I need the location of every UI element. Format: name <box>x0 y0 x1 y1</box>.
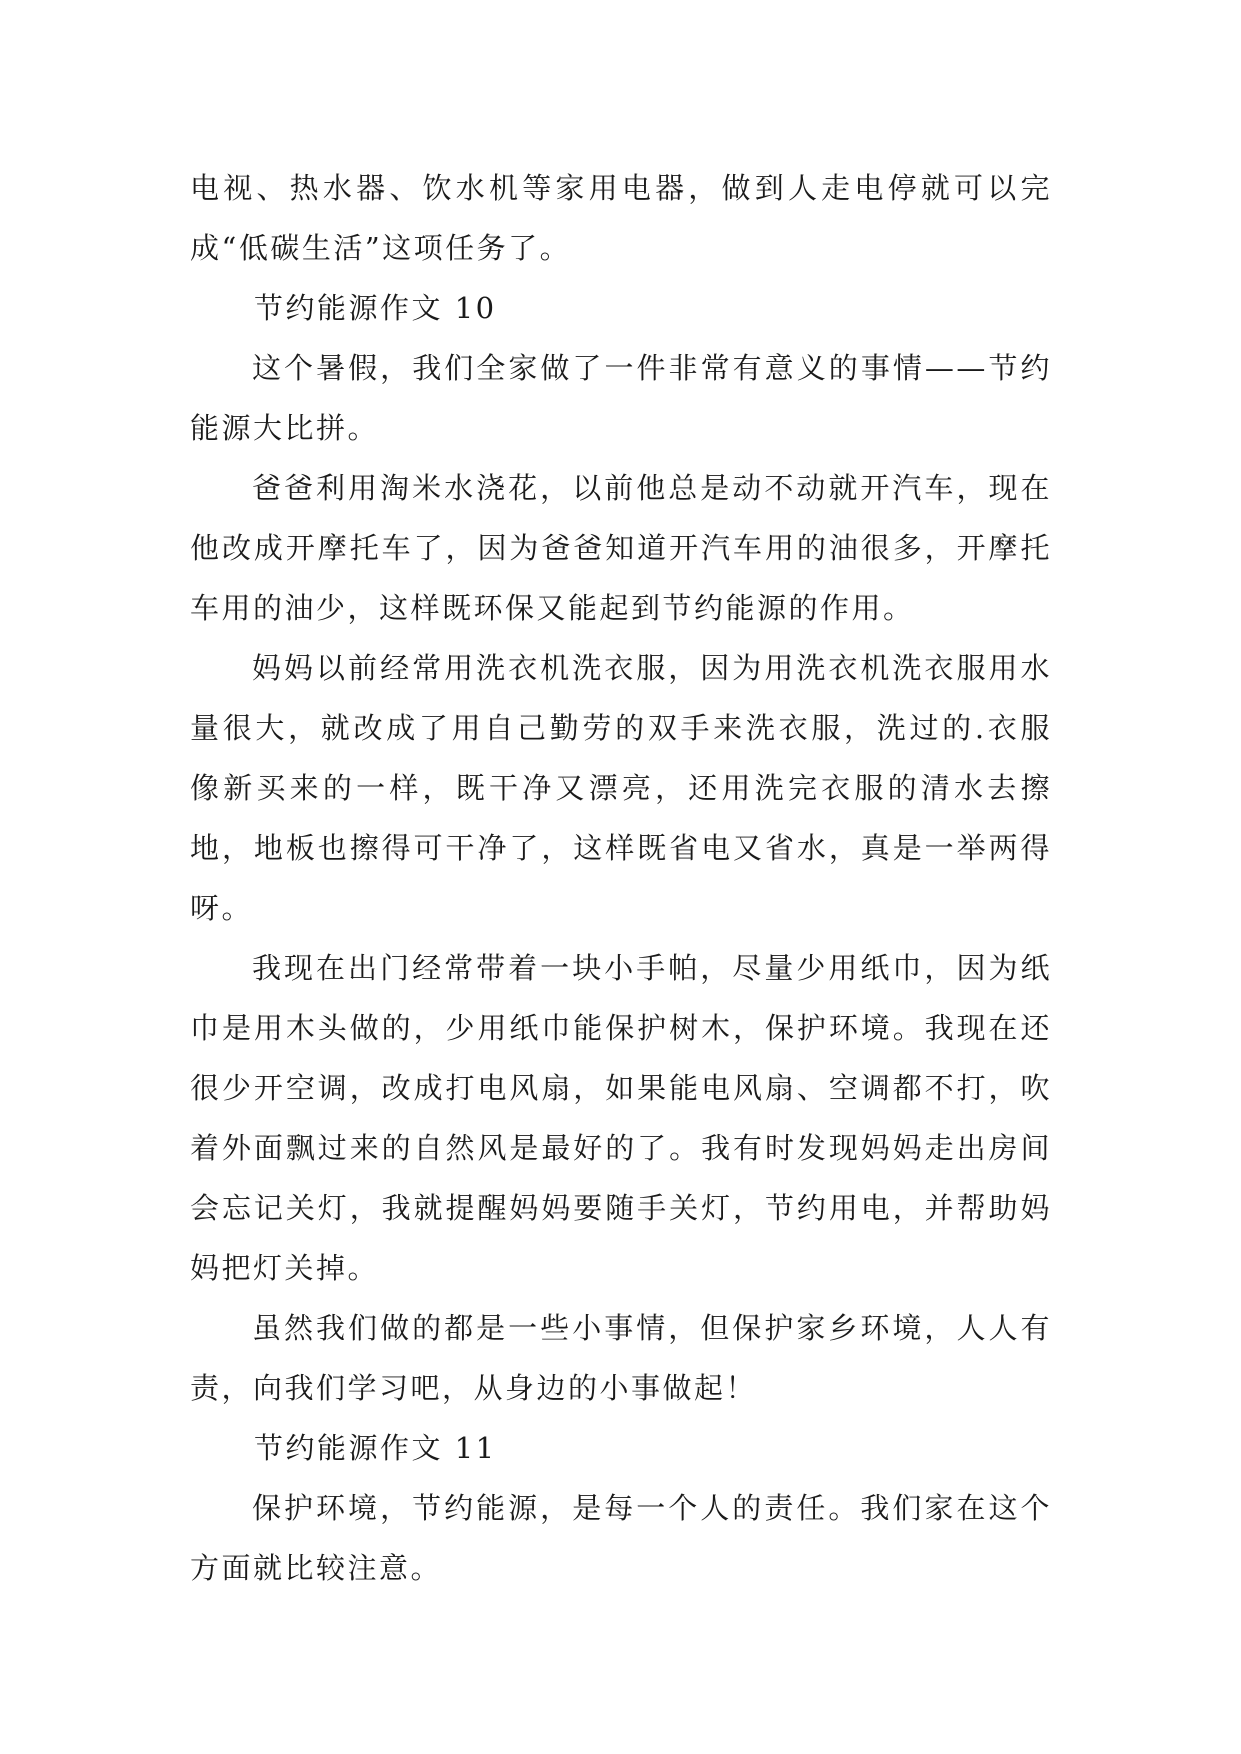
paragraph-mother: 妈妈以前经常用洗衣机洗衣服，因为用洗衣机洗衣服用水量很大，就改成了用自己勤劳的双手来洗衣服，洗过的.衣服像新买来的一样，既干净又漂亮，还用洗完衣服的清水去擦地，地板也擦得可干净了，这样既省电又省水，真是一举两得呀。 <box>190 651 1052 925</box>
document-body <box>190 158 1052 1598</box>
paragraph-essay-11-intro: 保护环境，节约能源，是每一个人的责任。我们家在这个方面就比较注意。 <box>190 1491 1052 1585</box>
paragraph-me: 我现在出门经常带着一块小手帕，尽量少用纸巾，因为纸巾是用木头做的，少用纸巾能保护树木，保护环境。我现在还很少开空调，改成打电风扇，如果能电风扇、空调都不打，吹着外面飘过来的自然风是最好的了。我有时发现妈妈走出房间会忘记关灯，我就提醒妈妈要随手关灯，节约用电，并帮助妈妈把灯关掉。 <box>190 951 1052 1285</box>
paragraph-summer-intro: 这个暑假，我们全家做了一件非常有意义的事情——节约能源大比拼。 <box>190 351 1052 445</box>
paragraph-father: 爸爸利用淘米水浇花，以前他总是动不动就开汽车，现在他改成开摩托车了，因为爸爸知道开汽车用的油很多，开摩托车用的油少，这样既环保又能起到节约能源的作用。 <box>190 471 1052 625</box>
essay-heading-10: 节约能源作文 10 <box>254 291 497 325</box>
essay-heading-11: 节约能源作文 11 <box>254 1431 497 1465</box>
paragraph-continuation: 电视、热水器、饮水机等家用电器，做到人走电停就可以完成“低碳生活”这项任务了。 <box>190 171 1052 265</box>
paragraph-conclusion: 虽然我们做的都是一些小事情，但保护家乡环境，人人有责，向我们学习吧，从身边的小事做起！ <box>190 1311 1052 1405</box>
